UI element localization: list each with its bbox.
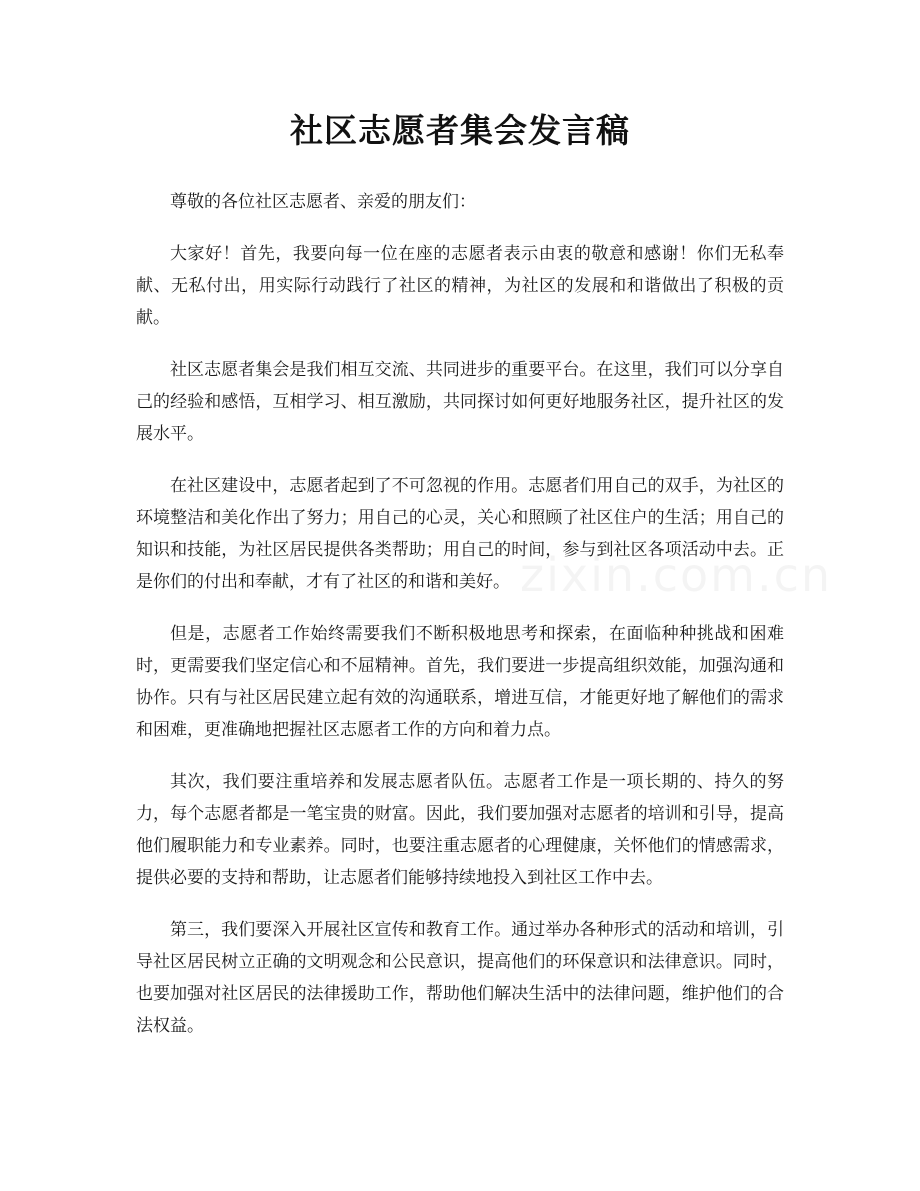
document-body [136, 186, 784, 1062]
paragraph-5: 其次，我们要注重培养和发展志愿者队伍。志愿者工作是一项长期的、持久的努力，每个志愿者都是一笔宝贵的财富。因此，我们要加强对志愿者的培训和引导，提高他们履职能力和专业素养。同时，也要注重志愿者的心理健康，关怀他们的情感需求，提供必要的支持和帮助，让志愿者们能够持续地投入到社区工作中去。 [136, 772, 784, 888]
document-title: 社区志愿者集会发言稿 [290, 111, 630, 150]
paragraph-greeting: 尊敬的各位社区志愿者、亲爱的朋友们： [170, 192, 476, 212]
paragraph-2: 社区志愿者集会是我们相互交流、共同进步的重要平台。在这里，我们可以分享自己的经验和感悟，互相学习、相互激励，共同探讨如何更好地服务社区，提升社区的发展水平。 [136, 360, 784, 444]
paragraph-6: 第三，我们要深入开展社区宣传和教育工作。通过举办各种形式的活动和培训，引导社区居民树立正确的文明观念和公民意识，提高他们的环保意识和法律意识。同时，也要加强对社区居民的法律援助工作，帮助他们解决生活中的法律问题，维护他们的合法权益。 [136, 920, 784, 1036]
paragraph-4: 但是，志愿者工作始终需要我们不断积极地思考和探索，在面临种种挑战和困难时，更需要我们坚定信心和不屈精神。首先，我们要进一步提高组织效能，加强沟通和协作。只有与社区居民建立起有效的沟通联系，增进互信，才能更好地了解他们的需求和困难，更准确地把握社区志愿者工作的方向和着力点。 [136, 624, 784, 740]
paragraph-3: 在社区建设中，志愿者起到了不可忽视的作用。志愿者们用自己的双手，为社区的环境整洁和美化作出了努力；用自己的心灵，关心和照顾了社区住户的生活；用自己的知识和技能，为社区居民提供各类帮助；用自己的时间，参与到社区各项活动中去。正是你们的付出和奉献，才有了社区的和谐和美好。 [136, 476, 784, 592]
paragraph-1: 大家好！首先，我要向每一位在座的志愿者表示由衷的敬意和感谢！你们无私奉献、无私付出，用实际行动践行了社区的精神，为社区的发展和和谐做出了积极的贡献。 [136, 244, 784, 328]
